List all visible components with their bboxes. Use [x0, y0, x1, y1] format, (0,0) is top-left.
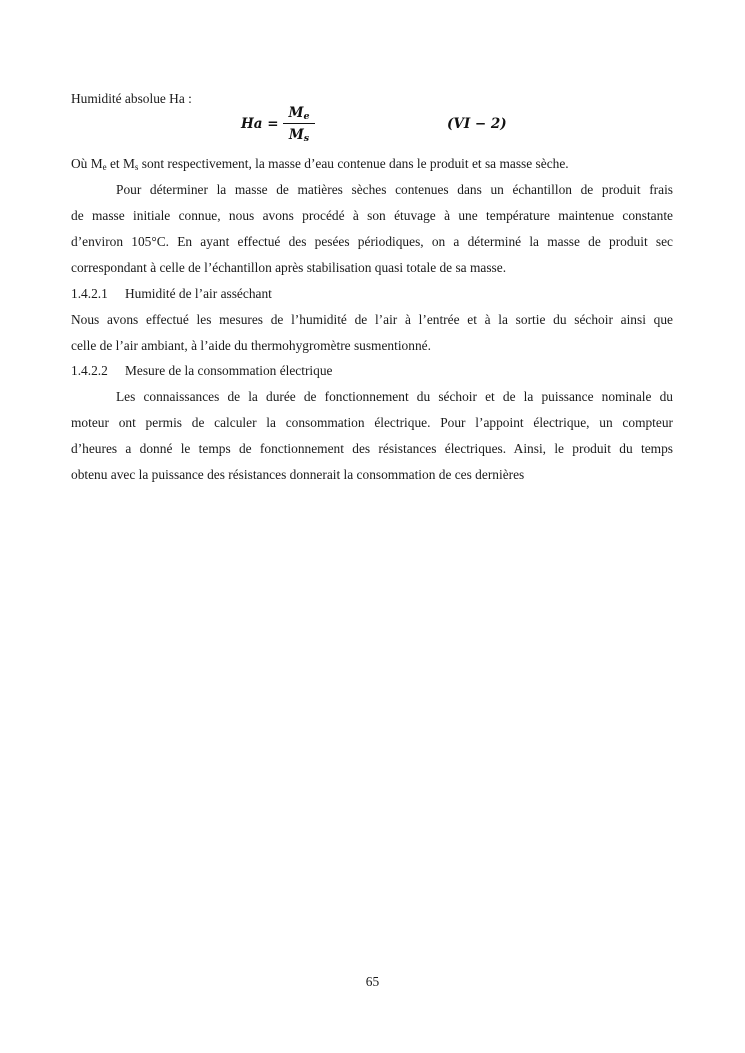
paragraph1-line4: correspondant à celle de l’échantillon après stabilisation quasi totale de sa masse.	[71, 260, 507, 275]
where-line: Où Me et Ms sont respectivement, la masse d’eau contenue dans le produit et sa masse sèche.	[71, 156, 569, 172]
page-number: 65	[365, 974, 380, 989]
paragraph3-line2: moteur ont permis de calculer la consommation électrique. Pour l’appoint électrique, un compteur	[71, 415, 673, 430]
fraction-bar	[283, 123, 315, 124]
paragraph3-line1: Les connaissances de la durée de fonctionnement du séchoir et de la puissance nominale du	[116, 389, 673, 404]
heading-number: 1.4.2.1	[71, 286, 108, 301]
equation-number: (VI − 2)	[447, 116, 507, 132]
heading-1-4-2-1	[71, 285, 673, 303]
formula-fraction	[283, 104, 315, 144]
heading-title: Humidité de l’air asséchant	[125, 286, 272, 301]
section-label: Humidité absolue Ha :	[71, 91, 192, 106]
paragraph1-line1: Pour déterminer la masse de matières sèches contenues dans un échantillon de produit frais	[116, 182, 673, 197]
heading-1-4-2-2	[71, 362, 673, 380]
formula-numerator: $M_e$	[288, 105, 310, 122]
paragraph1-line2: de masse initiale connue, nous avons procédé à son étuvage à une température maintenue constante	[71, 208, 673, 223]
paragraph1-line3: d’environ 105°C. En ayant effectué des pesées périodiques, on a déterminé la masse de produit sec	[71, 234, 673, 249]
paragraph2-line2: celle de l’air ambiant, à l’aide du thermohygromètre susmentionné.	[71, 338, 431, 353]
paragraph3-line3: d’heures a donné le temps de fonctionnement des résistances électriques. Ainsi, le produit du temps	[71, 441, 673, 456]
formula-denominator: $M_s$	[288, 127, 310, 144]
paragraph3-line4: obtenu avec la puissance des résistances donnerait la consommation de ces dernières	[71, 467, 525, 482]
paragraph2-line1: Nous avons effectué les mesures de l’humidité de l’air à l’entrée et à la sortie du séchoir ainsi que	[71, 312, 673, 327]
heading-number: 1.4.2.2	[71, 363, 108, 378]
heading-title: Mesure de la consommation électrique	[125, 363, 333, 378]
formula-lhs: Ha =	[241, 116, 279, 132]
